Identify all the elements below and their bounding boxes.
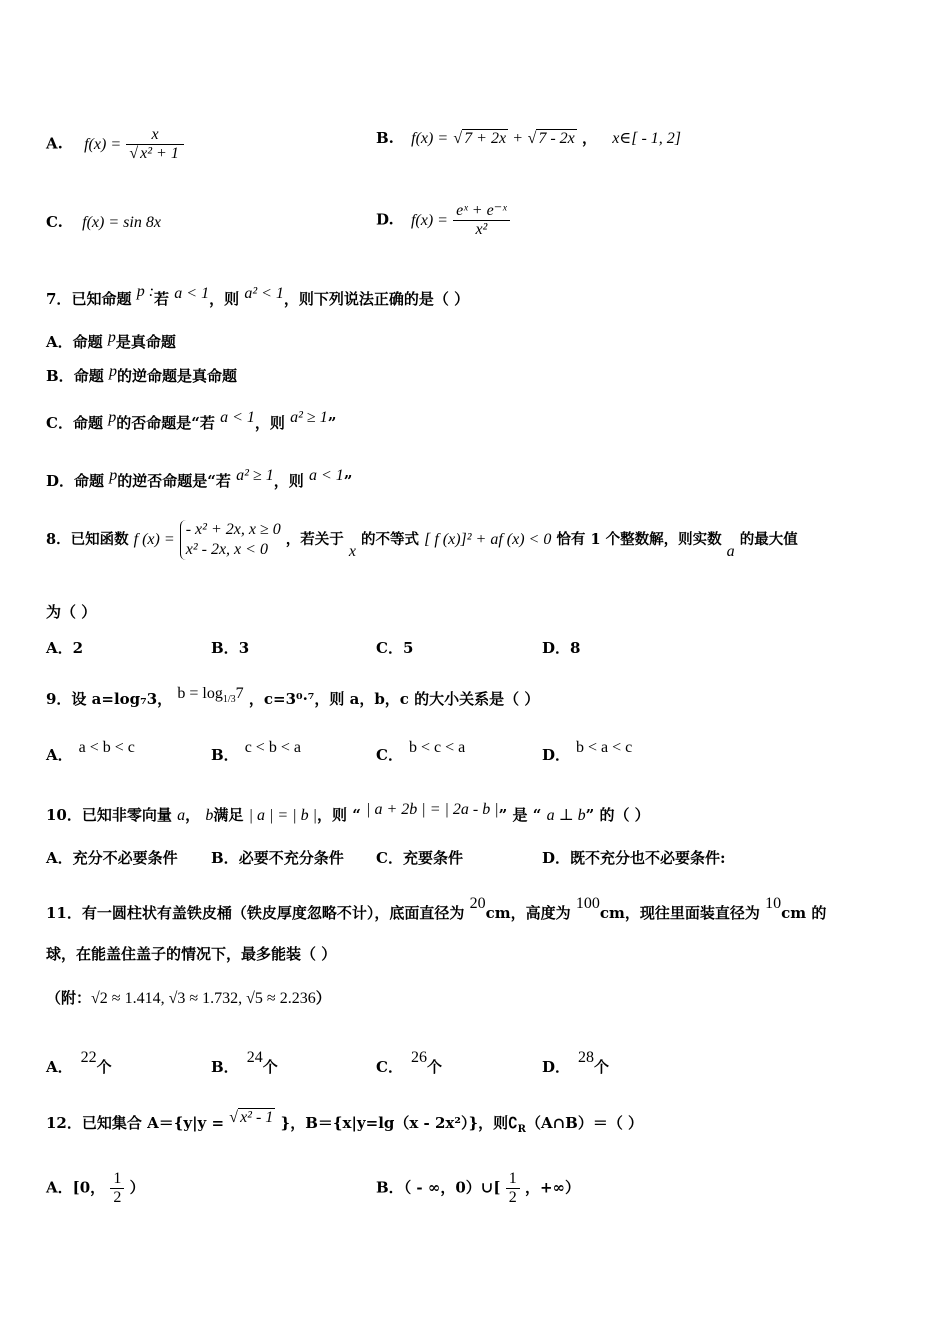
q8-option-d: D．8 bbox=[542, 639, 581, 657]
q10-option-c: C．充要条件 bbox=[376, 849, 463, 867]
q11-note: （附：√2 ≈ 1.414, √3 ≈ 1.732, √5 ≈ 2.236） bbox=[46, 989, 331, 1007]
q7-option-d: D．命题 p的逆否命题是“若 a² ≥ 1，则 a < 1” bbox=[46, 467, 353, 490]
q7-option-a: A．命题 p是真命题 bbox=[46, 329, 176, 351]
q11-option-a: A．22个 bbox=[46, 1049, 112, 1076]
q8-inequality: [ f (x)]² + af (x) < 0 bbox=[424, 531, 552, 548]
q9-option-b: B． c < b < a bbox=[211, 739, 301, 764]
q6-a-fraction: $\frac{x}{\text{√ x² + 1}}$ bbox=[126, 126, 183, 163]
q7-option-c: C．命题 p的否命题是“若 a < 1，则 a² ≥ 1” bbox=[46, 409, 337, 432]
q6-b-domain: x∈[ - 1, 2] bbox=[612, 130, 681, 147]
q12-option-a: A．[0， $\frac{1}{2}$ ） bbox=[46, 1170, 145, 1206]
q12-b-fraction: $\frac{1}{2}$ bbox=[506, 1170, 520, 1207]
q9-option-c: C． b < c < a bbox=[376, 739, 466, 764]
q11-stem: 11．有一圆柱状有盖铁皮桶（铁皮厚度忽略不计），底面直径为 20cm，高度为 100cm，现往里面装直径为 10cm 的 bbox=[46, 895, 827, 922]
q9-option-a: A． a < b < c bbox=[46, 739, 135, 764]
q10-stem: 10．已知非零向量 a， b满足 | a | = | b |，则 “ | a + 2b | = | 2a - b |” 是 “ a ⊥ b” 的（ ） bbox=[46, 801, 650, 824]
q11-option-d: D．28个 bbox=[542, 1049, 610, 1076]
q8-stem-cont: 为（ ） bbox=[46, 603, 97, 621]
q11-option-b: B．24个 bbox=[211, 1049, 278, 1076]
q6-option-a: A. f(x) = $\frac{x}{\text{√ x² + 1}}$ bbox=[46, 126, 184, 163]
q11-stem-cont: 球，在能盖住盖子的情况下，最多能装（ ） bbox=[46, 945, 337, 963]
q8-piecewise: - x² + 2x, x ≥ 0 x² - 2x, x < 0 bbox=[180, 520, 281, 560]
q8-option-a: A．2 bbox=[46, 639, 84, 657]
q6-option-b: B. f(x) = √ 7 + 2x + √ 7 - 2x ， x∈[ - 1, 2] bbox=[376, 129, 681, 147]
q6-option-d: D. f(x) = $\frac{\text{eˣ + e⁻ˣ}}{\text{x²}}$ bbox=[376, 202, 510, 239]
q8-option-b: B．3 bbox=[211, 639, 250, 657]
q12-stem: 12．已知集合 A＝{y|y = √ x² - 1 }，B＝{x|y=lg（x - 2x²）}，则$∁_R(A\cap B)=$（ ） bbox=[46, 1109, 644, 1135]
q10-option-b: B．必要不充分条件 bbox=[211, 849, 344, 867]
q6-option-c: C. f(x) = sin 8x bbox=[46, 213, 161, 231]
q6-d-fraction: $\frac{\text{eˣ + e⁻ˣ}}{\text{x²}}$ bbox=[453, 202, 509, 239]
q10-option-d: D．既不充分也不必要条件: bbox=[542, 849, 726, 867]
q8-stem: 8．已知函数 f (x) = - x² + 2x, x ≥ 0 x² - 2x, x < 0 ，若关于 x 的不等式 [ f (x)]² + af (x) < 0 恰有 1 个整数解，则实数 a 的最大值 bbox=[46, 521, 798, 560]
q8-option-c: C．5 bbox=[376, 639, 414, 657]
q7-option-b: B．命题 p的逆命题是真命题 bbox=[46, 363, 237, 385]
q7-stem: 7．已知命题 p :若 a < 1，则 a² < 1，则下列说法正确的是（ ） bbox=[46, 283, 470, 308]
q12-option-b: B．（ - ∞，0）∪[ $\frac{1}{2}$ ，+∞） bbox=[376, 1170, 581, 1206]
q10-option-a: A．充分不必要条件 bbox=[46, 849, 178, 867]
q12-a-fraction: $\frac{1}{2}$ bbox=[110, 1170, 124, 1207]
q11-option-c: C．26个 bbox=[376, 1049, 442, 1076]
q9-stem: 9．设 a=log₇3， $b = \log_{1/3}7$ ，c=3⁰·⁷，则 a，b，c 的大小关系是（ ） bbox=[46, 685, 540, 708]
q8-function: f (x) = bbox=[133, 531, 175, 548]
q6-a-function: f(x) = bbox=[84, 135, 122, 153]
q9-option-d: D． b < a < c bbox=[542, 739, 633, 764]
